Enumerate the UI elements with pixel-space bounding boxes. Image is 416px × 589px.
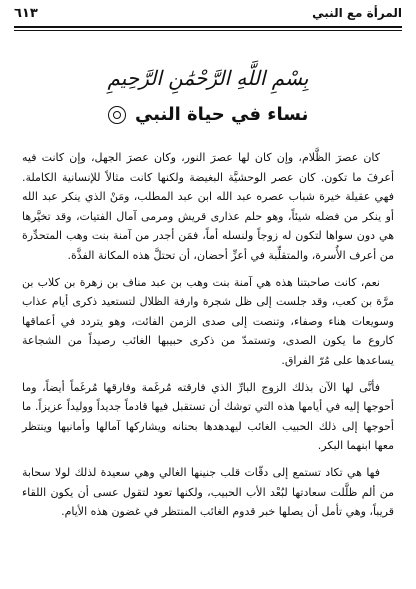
paragraph: نعم، كانت صاحبتنا هذه هي آمنة بنت وهب بن عبد مناف بن زهرة بن كلاب بن مرَّة بن كعب، وقد جلست إلى ظل شجرة وارفة الظلال لتستعيد ذكرى أيام عذاب وسويعات هناء وصفاء، وتنصت إلى صدى الزمن الفائت، وهو يتردد في أعماقها كاروع ما يكون الصدى، وتستمدّ من ذكرى حبيبها الغائب رصيداً من الشجاعة يساعدها على مُرّ الفراق. [22, 275, 394, 367]
paragraph: فأنَّى لها الآن بذلك الزوج البارِّ الذي فارقته مُرغَمة وفارقها مُرغَماً أيضاً، وما أحوجها إليه في أيامها هذه التي توشك أن تستقبل فيها قادماً جديداً ووليداً عزيزاً. ما أحوجها إلى ذلك الحبيب الغائب ليهدهدها بحنانه ويشاركها آمالها وأمانيها وينتظر معها ابنهما البكر. [22, 380, 394, 453]
pbuh-honorific-icon [108, 106, 126, 124]
body-text [22, 148, 394, 529]
paragraph: فها هي تكاد تستمع إلى دقّات قلب جنينها الغالي وهي سعيدة لذلك لولا سحابة من ألم ظلَّلت سعادتها لبُعْد الأب الحبيب، ولكنها تعود لتقول عسى أن يكون اللقاء قريباً، وهي تأمل أن يصلها خبر قدوم الغائب المنتظر في غضون هذه الأيام. [22, 465, 394, 519]
basmala-calligraphy: بِسْمِ اللَّهِ الرَّحْمَٰنِ الرَّحِيمِ [107, 66, 309, 90]
running-title: المرأة مع النبي [312, 6, 402, 20]
chapter-title [0, 104, 416, 125]
paragraph: كان عصرَ الظَّلام، وإن كان لها عصرَ النور، وكان عصرَ الجهل، وإن كانت فيه أعرفَ ما تكون. كان عصر الوحشيَّة البغيضة ولكنها كانت مثالاً للإنسانية الكاملة. فهي عقيلة خيرة شباب عصره عبد الله ابن عبد المطلب، ومَنْ الذي ينكر عبد الله أو ينكر من فضله شيئاً، وهو حلم عذارى قريش ومرمى آمال الفتيات، وقد تخيَّرها هي دون سواها لتكون له زوجاً ولنسله أماً، فمَن أجدر من آمنة بنت وهب المتحدِّرة من أعرف الأُسرة، والمتقلِّبة في أعزِّ أحضان، أن تحتلَّ هذه المكانة الفذَّة. [22, 151, 394, 262]
page-header [14, 6, 402, 26]
header-divider [14, 26, 402, 31]
chapter-title-text: نساء في حياة النبي [134, 104, 309, 125]
page-number: ٦١٣ [14, 6, 38, 21]
